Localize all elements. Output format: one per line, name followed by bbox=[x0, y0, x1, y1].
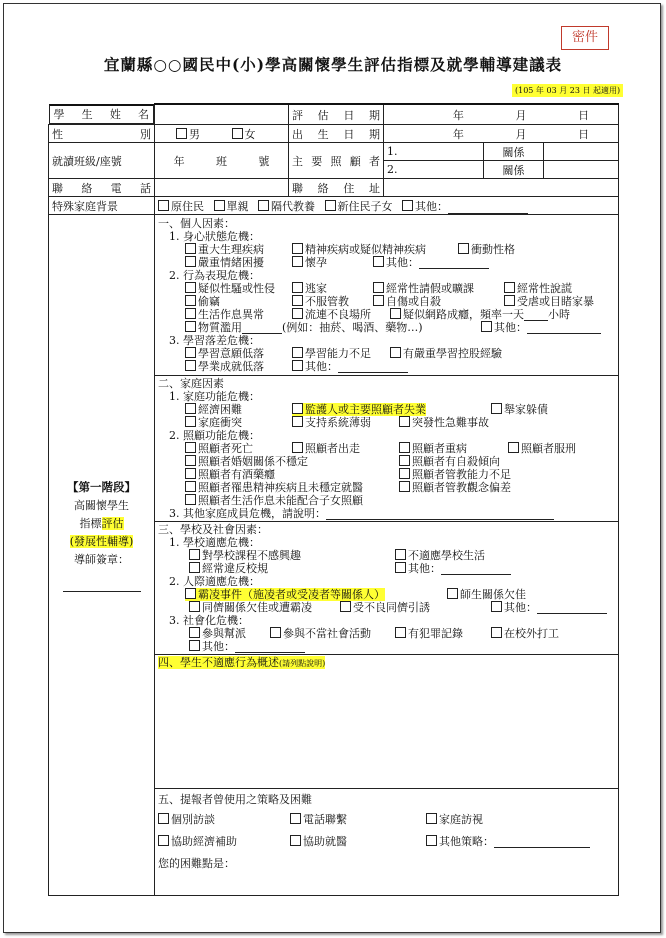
family-label: 特殊家庭背景 bbox=[49, 197, 155, 215]
caregiver-label: 主 要 照 顧 者 bbox=[289, 143, 384, 179]
class-label: 就讀班級/座號 bbox=[49, 143, 155, 179]
class-field[interactable]: 年 班 號 bbox=[155, 143, 289, 179]
birth-field[interactable]: 年 月 日 bbox=[384, 125, 619, 143]
gender-options[interactable]: 男 女 bbox=[155, 125, 289, 143]
address-field[interactable] bbox=[384, 179, 619, 197]
stage-line3: (發展性輔導) bbox=[69, 535, 134, 548]
eval-date-label: 評 估 日 期 bbox=[289, 104, 384, 125]
relation-field-2[interactable] bbox=[544, 161, 619, 179]
caregiver-2[interactable]: 2. bbox=[384, 161, 484, 179]
teacher-sign-line[interactable] bbox=[63, 591, 141, 592]
relation-field-1[interactable] bbox=[544, 143, 619, 161]
family-options[interactable]: 原住民 單親 隔代教養 新住民子女 其他： bbox=[155, 197, 619, 215]
eval-date-field[interactable]: 年 月 日 bbox=[384, 104, 619, 125]
male-checkbox[interactable] bbox=[176, 128, 187, 139]
relation-label-2: 關係 bbox=[484, 161, 544, 179]
page-title: 宜蘭縣○○國民中(小)學高關懷學生評估指標及就學輔導建議表 bbox=[103, 55, 563, 74]
caregiver-1[interactable]: 1. bbox=[384, 143, 484, 161]
phone-label: 聯 絡 電 話 bbox=[49, 179, 155, 197]
teacher-sign-label: 導師簽章： bbox=[74, 553, 129, 566]
criteria-content: 一、個人因素： 1. 身心狀態危機： 重大生理疾病 精神疾病或疑似精神疾病 衝動性格 嚴重情緒困擾 懷孕 其他： 2. 行為表現危機： 疑似性騷或性侵 逃家 經常性請假或曠課 經常性說謊 偷竊 不服管教 自傷或自殺 受虐或目睹家暴 生活作息異常 流連不良場所 疑似網路成癮，頻率一天 小時 物質濫用 (例如：抽菸、喝酒、藥物…) 其他： 3. 學習落差危機： 學習意願低落 學習能力不足 有嚴重學習控股經驗 學業成就低落 其他： 二、家庭因素 1. 家庭功能危機： 經濟困難 監護人或主要照顧者失業 舉家躲債 家庭衝突 支持系統薄弱 突發性急難事故 2. 照顧功能危機： 照顧者死亡 照顧者出走 照顧者重病 照顧者服刑 照顧者婚姻關係不穩定 照顧者有自殺傾向 照顧者有酒藥癮 照顧者管教能力不足 照顧者罹患精神疾病且未穩定就醫 照顧者管教觀念偏差 照顧者生活作息未能配合子女照顧 3. 其他家庭成員危機，請說明： 三、學校及社會因素： 1. 學校適應危機： 對學校課程不感興趣 不適應學校生活 經常違反校規 其他： 2. 人際適應危機： 霸凌事件（施凌者或受凌者等關係人） 師生關係欠佳 同儕關係欠佳或遭霸凌 受不良同儕引誘 其他： 3. 社會化危機： 參與幫派 參與不當社會活動 有犯罪記錄 在校外打工 其他： 四、學生不適應行為概述(請列點說明) 五、提報者曾使用之策略及困難 個別訪談 電話聯繫 家庭訪視 協助經濟補助 協助就醫 其他策略： 您的困難點是： bbox=[155, 215, 619, 896]
stage-line1: 高關懷學生 bbox=[74, 499, 129, 512]
gender-label: 性 別 bbox=[49, 125, 155, 143]
stage-title: 【第一階段】 bbox=[67, 480, 136, 494]
relation-label-1: 關係 bbox=[484, 143, 544, 161]
name-field[interactable] bbox=[155, 104, 289, 125]
female-checkbox[interactable] bbox=[232, 128, 243, 139]
phone-field[interactable] bbox=[155, 179, 289, 197]
stage-column: 【第一階段】 高關懷學生 指標評估 (發展性輔導) 導師簽章： bbox=[49, 215, 155, 896]
assessment-form bbox=[48, 103, 619, 896]
birth-label: 出 生 日 期 bbox=[289, 125, 384, 143]
address-label: 聯 絡 住 址 bbox=[289, 179, 384, 197]
section4-head: 四、學生不適應行為概述(請列點說明) bbox=[158, 656, 326, 669]
name-label: 學 生 姓 名 bbox=[49, 104, 155, 124]
effective-date-note: (105 年 03 月 23 日 起適用) bbox=[512, 84, 623, 97]
confidential-stamp: 密件 bbox=[561, 26, 609, 50]
